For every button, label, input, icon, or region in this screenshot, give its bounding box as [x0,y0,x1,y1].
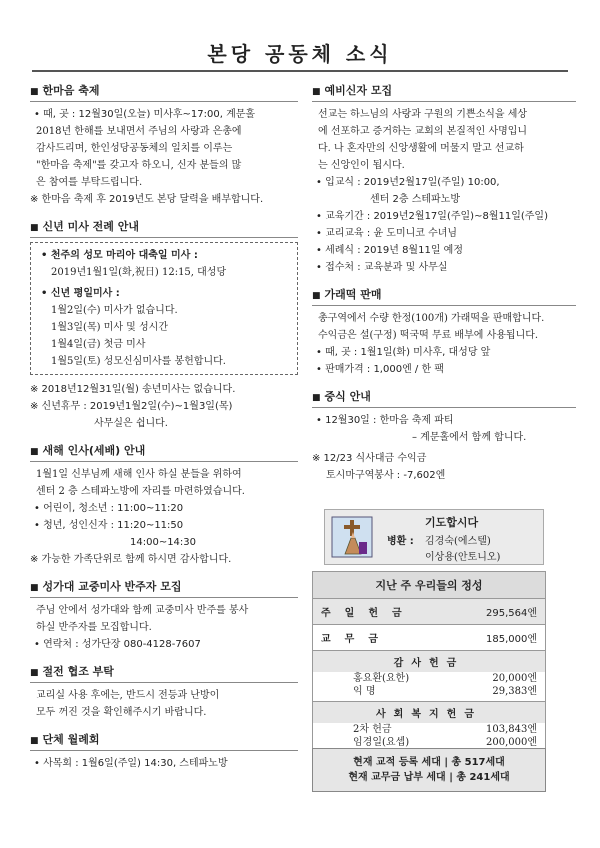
prayer-name: 이상용(안토니오) [425,552,501,563]
section-heading: ■ 절전 협조 부탁 [30,663,298,683]
mass-item: • 신년 평일미사 : [41,288,120,299]
section-heading: ■ 예비신자 모집 [312,82,576,102]
contact: • 연락처 : 성가단장 080-4128-7607 [34,639,201,650]
section-energy [30,663,298,721]
note: ※ 한마음 축제 후 2019년도 본당 달력을 배부합니다. [30,194,264,205]
offering-row [312,599,546,625]
welfare-offering-group [312,702,546,753]
paragraph-line: 주님 안에서 성가대와 함께 교중미사 반주를 봉사 [36,605,249,616]
paragraph-line: 선교는 하느님의 사랑과 구원의 기쁜소식을 세상 [318,109,528,120]
thanks-offering-group [312,651,546,702]
group-row: 임경일(요셉) 200,000엔 [353,737,537,748]
note: ※ 신년휴무 : 2019년1월2일(수)~1월3일(목) [30,401,233,412]
square-bullet-icon: ■ [30,736,39,746]
section-accompanist [30,578,298,653]
mass-schedule-box [30,242,298,375]
census-line: 현재 교적 등록 세대 | 총 517세대 [353,757,505,768]
catechumen-item: • 교육기간 : 2019년2월17일(주일)~8월11일(주일) [316,211,548,222]
mass-detail: 2019년1월1일(화,祝日) 12:15, 대성당 [51,267,227,278]
offering-heading: 지난 주 우리들의 정성 [312,571,546,599]
section-heading: ■ 중식 안내 [312,388,576,408]
lunch-item: – 계문홀에서 함께 합니다. [412,432,527,443]
paragraph-line: 는 신앙인이 됩시다. [318,160,405,171]
offering-value: 185,000엔 [485,634,537,645]
lunch-item: • 12월30일 : 한마음 축제 파티 [316,415,454,426]
greeting-time: • 청년, 성인신자 : 11:20~11:50 [34,520,184,531]
offering-label: 주일헌금 [321,608,416,619]
note: 사무실은 쉽니다. [94,418,168,429]
square-bullet-icon: ■ [30,87,39,97]
prayer-name: 김경숙(에스텔) [425,536,491,547]
paragraph-line: 모두 꺼진 것을 확인해주시기 바랍니다. [36,707,207,718]
square-bullet-icon: ■ [30,583,39,593]
square-bullet-icon: ■ [312,393,321,403]
group-row: 홍요환(요한) 20,000엔 [353,673,537,684]
section-heading: ■ 성가대 교중미사 반주자 모집 [30,578,298,598]
section-heading: ■ 가래떡 판매 [312,286,576,306]
group-row: 2차 헌금 103,843엔 [353,724,537,735]
section-greeting [30,442,298,568]
note: ※ 2018년12월31일(월) 송년미사는 없습니다. [30,384,236,395]
section-meeting [30,731,298,772]
paragraph-line: 수익금은 설(구정) 떡국떡 무료 배부에 사용됩니다. [318,330,539,341]
paragraph-line: 2018년 한해를 보내면서 주님의 사랑과 은총에 [36,126,242,137]
note: ※ 12/23 식사대금 수익금 [312,453,427,464]
prayer-box [324,509,544,565]
section-festival [30,82,298,208]
mass-detail: 1월5일(토) 성모신심미사를 봉헌합니다. [51,356,226,367]
paragraph-line: "한마음 축제"를 갖고자 하오니, 신자 분들의 많 [36,160,242,171]
group-heading: 사회복지헌금 [313,702,545,723]
section-heading: ■ 단체 월례회 [30,731,298,751]
offering-row [312,625,546,651]
praying-hands-icon [331,516,373,558]
catechumen-item: • 교리교육 : 윤 도미니코 수녀님 [316,228,458,239]
catechumen-item: • 입교식 : 2019년2월17일(주일) 10:00, [316,177,500,188]
offering-label: 교무금 [321,634,392,645]
meeting-item: • 사목회 : 1월6일(주일) 14:30, 스테파노방 [34,758,228,769]
note: 토시마구역봉사 : -7,602엔 [326,470,446,481]
square-bullet-icon: ■ [30,447,39,457]
festival-when: • 때, 곳 : 12월30일(오늘) 미사후~17:00, 계문홀 [34,109,256,120]
section-heading: ■ 신년 미사 전례 안내 [30,218,298,238]
greeting-time: • 어린이, 청소년 : 11:00~11:20 [34,503,184,514]
group-row: 익 명 29,383엔 [353,686,537,697]
ricecake-item: • 때, 곳 : 1월1일(화) 미사후, 대성당 앞 [316,347,491,358]
mass-item: • 천주의 성모 마리아 대축일 미사 : [41,250,198,261]
mass-detail: 1월4일(금) 첫금 미사 [51,339,146,350]
census-line: 현재 교무금 납부 세대 | 총 241세대 [348,772,510,783]
ricecake-item: • 판매가격 : 1,000엔 / 한 팩 [316,364,444,375]
census-box [312,748,546,792]
prayer-label: 병환 : [387,536,414,547]
section-heading: ■ 한마음 축제 [30,82,298,102]
mass-detail: 1월3일(목) 미사 및 성시간 [51,322,169,333]
square-bullet-icon: ■ [312,87,321,97]
catechumen-item: • 접수처 : 교육분과 및 사무실 [316,262,448,273]
catechumen-item: • 세례식 : 2019년 8월11일 예정 [316,245,463,256]
square-bullet-icon: ■ [30,668,39,678]
square-bullet-icon: ■ [30,223,39,233]
right-column [312,82,576,494]
prayer-heading: 기도합시다 [425,516,479,529]
mass-detail: 1월2일(수) 미사가 없습니다. [51,305,178,316]
square-bullet-icon: ■ [312,291,321,301]
paragraph-line: 감사드리며, 한인성당공동체의 일치를 이루는 [36,143,233,154]
section-catechumen [312,82,576,276]
paragraph-line: 교리실 사용 후에는, 반드시 전등과 난방이 [36,690,220,701]
title-divider [32,70,568,72]
section-ricecake [312,286,576,378]
paragraph-line: 에 선포하고 증거하는 교회의 본질적인 사명입니 [318,126,528,137]
catechumen-item: 센터 2층 스테파노방 [370,194,460,205]
paragraph-line: 은 참여를 부탁드립니다. [36,177,143,188]
note: ※ 가능한 가족단위로 함께 하시면 감사합니다. [30,554,232,565]
section-lunch [312,388,576,484]
page-title: 본당 공동체 소식 [207,42,393,66]
group-heading: 감사헌금 [313,651,545,672]
section-heading: ■ 새해 인사(세배) 안내 [30,442,298,462]
paragraph-line: 총구역에서 수량 한정(100개) 가래떡을 판매합니다. [318,313,545,324]
paragraph-line: 다. 나 혼자만의 신앙생활에 머물지 말고 선교하 [318,143,524,154]
paragraph-line: 센터 2 층 스테파노방에 자리를 마련하였습니다. [36,486,245,497]
paragraph-line: 1월1일 신부님께 새해 인사 하실 분들을 위하여 [36,469,242,480]
left-column [30,82,298,782]
offering-table [312,571,546,753]
paragraph-line: 하실 반주자를 모집합니다. [36,622,152,633]
offering-value: 295,564엔 [485,608,537,619]
section-newyear-mass [30,218,298,432]
greeting-time: 14:00~14:30 [130,537,197,548]
